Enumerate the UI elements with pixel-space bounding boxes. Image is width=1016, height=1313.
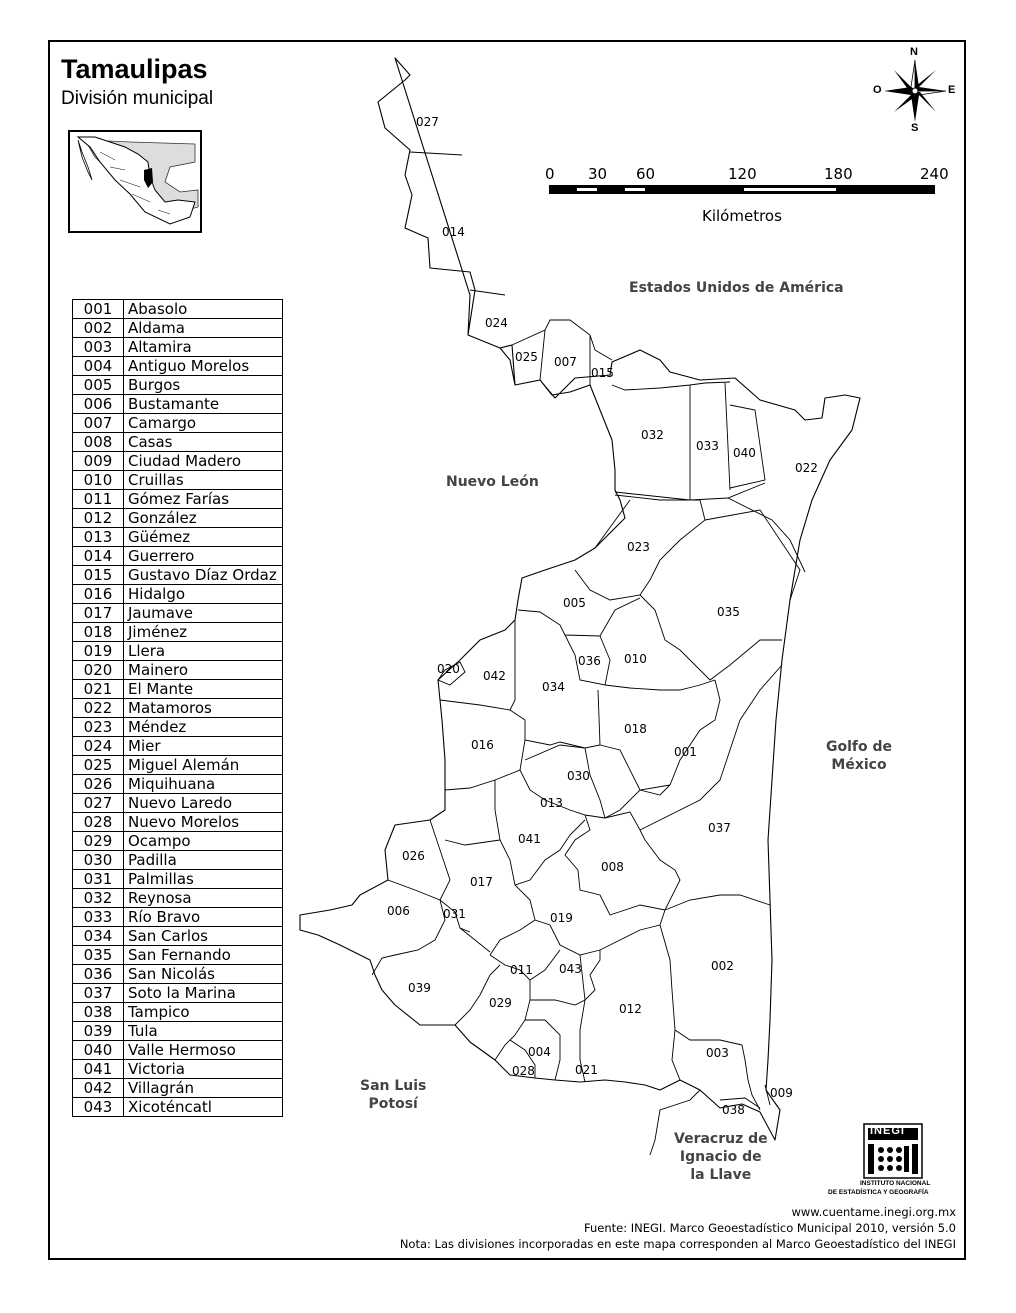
legend-code: 020 bbox=[73, 661, 124, 680]
legend-code: 004 bbox=[73, 357, 124, 376]
map-label-035: 035 bbox=[717, 605, 740, 619]
legend-code: 028 bbox=[73, 813, 124, 832]
legend-name: Bustamante bbox=[124, 395, 283, 414]
legend-code: 003 bbox=[73, 338, 124, 357]
legend-name: Palmillas bbox=[124, 870, 283, 889]
legend-code: 018 bbox=[73, 623, 124, 642]
map-label-029: 029 bbox=[489, 996, 512, 1010]
map-label-031: 031 bbox=[443, 907, 466, 921]
legend-name: Nuevo Morelos bbox=[124, 813, 283, 832]
legend-name: Méndez bbox=[124, 718, 283, 737]
map-label-017: 017 bbox=[470, 875, 493, 889]
legend-code: 001 bbox=[73, 300, 124, 319]
legend-code: 026 bbox=[73, 775, 124, 794]
map-label-037: 037 bbox=[708, 821, 731, 835]
legend-name: Xicoténcatl bbox=[124, 1098, 283, 1117]
region-usa: Estados Unidos de América bbox=[629, 280, 844, 296]
map-label-032: 032 bbox=[641, 428, 664, 442]
map-label-022: 022 bbox=[795, 461, 818, 475]
legend-code: 013 bbox=[73, 528, 124, 547]
compass-n: N bbox=[910, 46, 918, 58]
map-label-028: 028 bbox=[512, 1064, 535, 1078]
map-label-003: 003 bbox=[706, 1046, 729, 1060]
legend-name: El Mante bbox=[124, 680, 283, 699]
legend-name: Ocampo bbox=[124, 832, 283, 851]
map-label-012: 012 bbox=[619, 1002, 642, 1016]
legend-code: 039 bbox=[73, 1022, 124, 1041]
legend-code: 023 bbox=[73, 718, 124, 737]
legend-code: 022 bbox=[73, 699, 124, 718]
map-label-043: 043 bbox=[559, 962, 582, 976]
map-label-009: 009 bbox=[770, 1086, 793, 1100]
map-label-015: 015 bbox=[591, 366, 614, 380]
map-label-014: 014 bbox=[442, 225, 465, 239]
region-golfo-line-2: México bbox=[831, 757, 887, 773]
compass-s: S bbox=[911, 122, 919, 134]
footer-note: Nota: Las divisiones incorporadas en este mapa corresponden al Marco Geoestadístico del INEGI bbox=[399, 1237, 956, 1251]
footer-source: Fuente: INEGI. Marco Geoestadístico Municipal 2010, versión 5.0 bbox=[584, 1221, 956, 1235]
legend-code: 035 bbox=[73, 946, 124, 965]
legend-name: San Fernando bbox=[124, 946, 283, 965]
legend-name: Ciudad Madero bbox=[124, 452, 283, 471]
legend-name: Jaumave bbox=[124, 604, 283, 623]
legend-code: 038 bbox=[73, 1003, 124, 1022]
map-label-005: 005 bbox=[563, 596, 586, 610]
region-veracruz-line-2: Ignacio de bbox=[679, 1149, 762, 1165]
map-label-034: 034 bbox=[542, 680, 565, 694]
region-veracruz-line-1: Veracruz de bbox=[674, 1131, 768, 1147]
map-label-041: 041 bbox=[518, 832, 541, 846]
map-label-040: 040 bbox=[733, 446, 756, 460]
legend-name: Valle Hermoso bbox=[124, 1041, 283, 1060]
region-slp-line-1: San Luis bbox=[360, 1078, 427, 1094]
legend-name: Matamoros bbox=[124, 699, 283, 718]
map-label-008: 008 bbox=[601, 860, 624, 874]
legend-code: 008 bbox=[73, 433, 124, 452]
legend-code: 012 bbox=[73, 509, 124, 528]
legend-name: Padilla bbox=[124, 851, 283, 870]
legend-name: Miguel Alemán bbox=[124, 756, 283, 775]
legend-name: Casas bbox=[124, 433, 283, 452]
legend-name: Río Bravo bbox=[124, 908, 283, 927]
legend-name: Victoria bbox=[124, 1060, 283, 1079]
map-label-020: 020 bbox=[437, 662, 460, 676]
legend-code: 042 bbox=[73, 1079, 124, 1098]
legend-code: 032 bbox=[73, 889, 124, 908]
legend-name: Altamira bbox=[124, 338, 283, 357]
map-label-004: 004 bbox=[528, 1045, 551, 1059]
legend-name: Abasolo bbox=[124, 300, 283, 319]
compass-o: O bbox=[873, 84, 882, 96]
compass-e: E bbox=[948, 84, 956, 96]
map-subtitle: División municipal bbox=[61, 88, 214, 109]
legend-name: Llera bbox=[124, 642, 283, 661]
map-label-011: 011 bbox=[510, 963, 533, 977]
legend-code: 033 bbox=[73, 908, 124, 927]
legend-name: Mainero bbox=[124, 661, 283, 680]
legend-code: 007 bbox=[73, 414, 124, 433]
scale-unit: Kilómetros bbox=[702, 207, 782, 225]
region-slp-line-2: Potosí bbox=[368, 1096, 418, 1112]
legend-code: 015 bbox=[73, 566, 124, 585]
legend-code: 034 bbox=[73, 927, 124, 946]
legend-name: San Nicolás bbox=[124, 965, 283, 984]
legend-code: 040 bbox=[73, 1041, 124, 1060]
legend-name: Nuevo Laredo bbox=[124, 794, 283, 813]
legend-name: Gustavo Díaz Ordaz bbox=[124, 566, 283, 585]
region-san-luis-potosi bbox=[360, 1077, 426, 1113]
legend-code: 031 bbox=[73, 870, 124, 889]
legend-code: 011 bbox=[73, 490, 124, 509]
legend-code: 025 bbox=[73, 756, 124, 775]
map-label-018: 018 bbox=[624, 722, 647, 736]
map-label-010: 010 bbox=[624, 652, 647, 666]
legend-name: Aldama bbox=[124, 319, 283, 338]
map-label-036: 036 bbox=[578, 654, 601, 668]
map-label-042: 042 bbox=[483, 669, 506, 683]
legend-code: 037 bbox=[73, 984, 124, 1003]
legend-code: 021 bbox=[73, 680, 124, 699]
legend-name: Güémez bbox=[124, 528, 283, 547]
legend-code: 010 bbox=[73, 471, 124, 490]
map-label-025: 025 bbox=[515, 350, 538, 364]
footer-url: www.cuentame.inegi.org.mx bbox=[791, 1205, 956, 1219]
scale-tick-0: 0 bbox=[545, 165, 555, 183]
legend-code: 027 bbox=[73, 794, 124, 813]
legend-code: 014 bbox=[73, 547, 124, 566]
legend-code: 016 bbox=[73, 585, 124, 604]
inegi-logo-caption-1: INSTITUTO NACIONAL bbox=[860, 1180, 931, 1187]
legend-name: San Carlos bbox=[124, 927, 283, 946]
legend-name: Mier bbox=[124, 737, 283, 756]
legend-code: 029 bbox=[73, 832, 124, 851]
legend-name: Guerrero bbox=[124, 547, 283, 566]
legend-code: 041 bbox=[73, 1060, 124, 1079]
scale-tick-240: 240 bbox=[920, 165, 949, 183]
map-label-033: 033 bbox=[696, 439, 719, 453]
map-label-021: 021 bbox=[575, 1063, 598, 1077]
legend-code: 036 bbox=[73, 965, 124, 984]
inegi-logo bbox=[826, 1122, 958, 1200]
scale-tick-120: 120 bbox=[728, 165, 757, 183]
region-veracruz-line-3: la Llave bbox=[690, 1167, 752, 1183]
map-label-019: 019 bbox=[550, 911, 573, 925]
legend-code: 019 bbox=[73, 642, 124, 661]
map-label-013: 013 bbox=[540, 796, 563, 810]
map-label-038: 038 bbox=[722, 1103, 745, 1117]
legend-name: González bbox=[124, 509, 283, 528]
legend-name: Burgos bbox=[124, 376, 283, 395]
scale-tick-30: 30 bbox=[588, 165, 608, 183]
map-title: Tamaulipas bbox=[61, 54, 208, 84]
legend-name: Jiménez bbox=[124, 623, 283, 642]
map-label-023: 023 bbox=[627, 540, 650, 554]
map-label-006: 006 bbox=[387, 904, 410, 918]
inegi-logo-wordmark: INEGI bbox=[870, 1125, 905, 1137]
legend-name: Hidalgo bbox=[124, 585, 283, 604]
map-label-001: 001 bbox=[674, 745, 697, 759]
legend-code: 009 bbox=[73, 452, 124, 471]
inegi-logo-caption-2: DE ESTADÍSTICA Y GEOGRAFÍA bbox=[828, 1189, 929, 1196]
legend-code: 030 bbox=[73, 851, 124, 870]
legend-name: Gómez Farías bbox=[124, 490, 283, 509]
legend-name: Villagrán bbox=[124, 1079, 283, 1098]
map-label-027: 027 bbox=[416, 115, 439, 129]
legend-name: Cruillas bbox=[124, 471, 283, 490]
legend-name: Miquihuana bbox=[124, 775, 283, 794]
legend-code: 043 bbox=[73, 1098, 124, 1117]
scale-tick-60: 60 bbox=[636, 165, 656, 183]
map-label-039: 039 bbox=[408, 981, 431, 995]
map-label-024: 024 bbox=[485, 316, 508, 330]
scale-tick-180: 180 bbox=[824, 165, 853, 183]
map-label-007: 007 bbox=[554, 355, 577, 369]
map-label-016: 016 bbox=[471, 738, 494, 752]
legend-name: Reynosa bbox=[124, 889, 283, 908]
legend-name: Antiguo Morelos bbox=[124, 357, 283, 376]
region-veracruz bbox=[674, 1130, 768, 1184]
legend-code: 006 bbox=[73, 395, 124, 414]
legend-code: 002 bbox=[73, 319, 124, 338]
region-nuevo-leon: Nuevo León bbox=[446, 474, 539, 490]
region-golfo-line-1: Golfo de bbox=[826, 739, 893, 755]
legend-name: Camargo bbox=[124, 414, 283, 433]
legend-name: Tampico bbox=[124, 1003, 283, 1022]
region-golfo-de-mexico bbox=[826, 738, 892, 774]
map-label-030: 030 bbox=[567, 769, 590, 783]
legend-name: Soto la Marina bbox=[124, 984, 283, 1003]
map-label-002: 002 bbox=[711, 959, 734, 973]
map-label-026: 026 bbox=[402, 849, 425, 863]
legend-code: 005 bbox=[73, 376, 124, 395]
legend-name: Tula bbox=[124, 1022, 283, 1041]
legend-code: 017 bbox=[73, 604, 124, 623]
legend-code: 024 bbox=[73, 737, 124, 756]
